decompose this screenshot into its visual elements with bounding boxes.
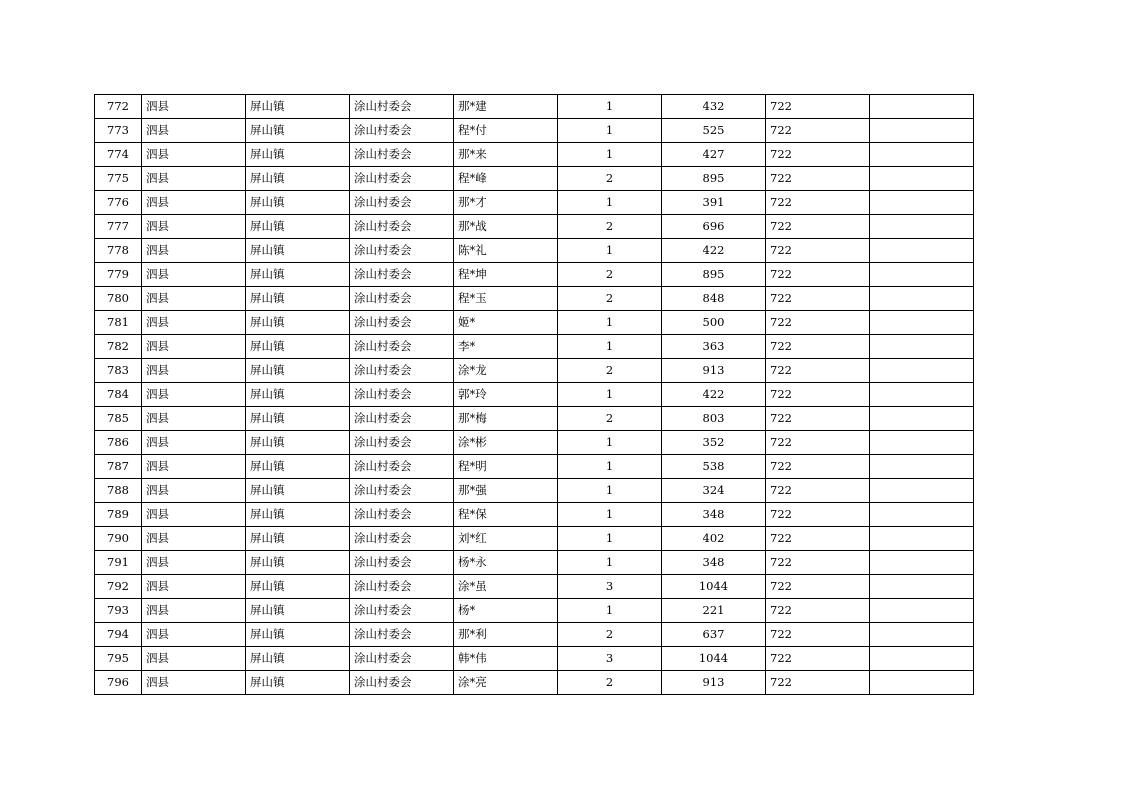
county-cell: 泗县 (142, 407, 246, 431)
subsidy-amount-cell: 427 (662, 143, 766, 167)
household-head-name-cell: 杨*永 (454, 551, 558, 575)
note-cell (870, 143, 974, 167)
household-head-name-cell: 程*保 (454, 503, 558, 527)
village-committee-cell: 涂山村委会 (350, 455, 454, 479)
note-cell (870, 479, 974, 503)
household-head-name-cell: 程*明 (454, 455, 558, 479)
standard-cell: 722 (766, 239, 870, 263)
row-index-cell: 795 (95, 647, 142, 671)
town-cell: 屏山镇 (246, 407, 350, 431)
standard-cell: 722 (766, 527, 870, 551)
town-cell: 屏山镇 (246, 263, 350, 287)
village-committee-cell: 涂山村委会 (350, 671, 454, 695)
village-committee-cell: 涂山村委会 (350, 95, 454, 119)
village-committee-cell: 涂山村委会 (350, 191, 454, 215)
table-row (95, 671, 974, 695)
row-index-cell: 779 (95, 263, 142, 287)
household-members-cell: 1 (558, 119, 662, 143)
standard-cell: 722 (766, 599, 870, 623)
household-members-cell: 1 (558, 239, 662, 263)
note-cell (870, 551, 974, 575)
household-members-cell: 1 (558, 599, 662, 623)
standard-cell: 722 (766, 479, 870, 503)
county-cell: 泗县 (142, 623, 246, 647)
row-index-cell: 794 (95, 623, 142, 647)
row-index-cell: 775 (95, 167, 142, 191)
county-cell: 泗县 (142, 431, 246, 455)
table-row (95, 167, 974, 191)
household-head-name-cell: 涂*亮 (454, 671, 558, 695)
village-committee-cell: 涂山村委会 (350, 287, 454, 311)
subsidy-amount-cell: 525 (662, 119, 766, 143)
town-cell: 屏山镇 (246, 431, 350, 455)
household-members-cell: 2 (558, 671, 662, 695)
household-members-cell: 2 (558, 623, 662, 647)
note-cell (870, 383, 974, 407)
town-cell: 屏山镇 (246, 287, 350, 311)
town-cell: 屏山镇 (246, 623, 350, 647)
table-row (95, 503, 974, 527)
table-row (95, 239, 974, 263)
note-cell (870, 95, 974, 119)
household-head-name-cell: 那*利 (454, 623, 558, 647)
town-cell: 屏山镇 (246, 599, 350, 623)
table-row (95, 311, 974, 335)
county-cell: 泗县 (142, 95, 246, 119)
table-row (95, 647, 974, 671)
standard-cell: 722 (766, 215, 870, 239)
row-index-cell: 789 (95, 503, 142, 527)
standard-cell: 722 (766, 551, 870, 575)
household-head-name-cell: 程*峰 (454, 167, 558, 191)
village-committee-cell: 涂山村委会 (350, 263, 454, 287)
county-cell: 泗县 (142, 671, 246, 695)
note-cell (870, 431, 974, 455)
note-cell (870, 623, 974, 647)
town-cell: 屏山镇 (246, 359, 350, 383)
town-cell: 屏山镇 (246, 311, 350, 335)
household-members-cell: 1 (558, 431, 662, 455)
standard-cell: 722 (766, 95, 870, 119)
town-cell: 屏山镇 (246, 527, 350, 551)
household-members-cell: 2 (558, 215, 662, 239)
county-cell: 泗县 (142, 191, 246, 215)
row-index-cell: 777 (95, 215, 142, 239)
subsidy-amount-cell: 913 (662, 359, 766, 383)
note-cell (870, 215, 974, 239)
table-row (95, 263, 974, 287)
village-committee-cell: 涂山村委会 (350, 647, 454, 671)
county-cell: 泗县 (142, 239, 246, 263)
row-index-cell: 781 (95, 311, 142, 335)
subsidy-amount-cell: 422 (662, 383, 766, 407)
standard-cell: 722 (766, 575, 870, 599)
village-committee-cell: 涂山村委会 (350, 575, 454, 599)
table-row (95, 143, 974, 167)
row-index-cell: 776 (95, 191, 142, 215)
standard-cell: 722 (766, 359, 870, 383)
standard-cell: 722 (766, 407, 870, 431)
town-cell: 屏山镇 (246, 671, 350, 695)
table-row (95, 455, 974, 479)
county-cell: 泗县 (142, 215, 246, 239)
row-index-cell: 773 (95, 119, 142, 143)
town-cell: 屏山镇 (246, 167, 350, 191)
beneficiary-table (94, 94, 974, 695)
town-cell: 屏山镇 (246, 95, 350, 119)
note-cell (870, 671, 974, 695)
standard-cell: 722 (766, 671, 870, 695)
subsidy-amount-cell: 913 (662, 671, 766, 695)
table-row (95, 575, 974, 599)
household-head-name-cell: 那*梅 (454, 407, 558, 431)
town-cell: 屏山镇 (246, 647, 350, 671)
town-cell: 屏山镇 (246, 551, 350, 575)
household-members-cell: 1 (558, 503, 662, 527)
household-head-name-cell: 涂*龙 (454, 359, 558, 383)
row-index-cell: 785 (95, 407, 142, 431)
household-head-name-cell: 刘*红 (454, 527, 558, 551)
row-index-cell: 774 (95, 143, 142, 167)
household-head-name-cell: 韩*伟 (454, 647, 558, 671)
subsidy-amount-cell: 1044 (662, 647, 766, 671)
town-cell: 屏山镇 (246, 335, 350, 359)
note-cell (870, 599, 974, 623)
row-index-cell: 796 (95, 671, 142, 695)
village-committee-cell: 涂山村委会 (350, 383, 454, 407)
table-row (95, 215, 974, 239)
table-row (95, 119, 974, 143)
table-row (95, 191, 974, 215)
household-members-cell: 1 (558, 551, 662, 575)
county-cell: 泗县 (142, 503, 246, 527)
subsidy-amount-cell: 1044 (662, 575, 766, 599)
village-committee-cell: 涂山村委会 (350, 431, 454, 455)
subsidy-amount-cell: 352 (662, 431, 766, 455)
row-index-cell: 792 (95, 575, 142, 599)
county-cell: 泗县 (142, 143, 246, 167)
table-row (95, 551, 974, 575)
household-head-name-cell: 涂*彬 (454, 431, 558, 455)
note-cell (870, 311, 974, 335)
county-cell: 泗县 (142, 647, 246, 671)
subsidy-amount-cell: 848 (662, 287, 766, 311)
subsidy-amount-cell: 895 (662, 263, 766, 287)
table-row (95, 335, 974, 359)
row-index-cell: 783 (95, 359, 142, 383)
household-head-name-cell: 那*建 (454, 95, 558, 119)
subsidy-amount-cell: 696 (662, 215, 766, 239)
standard-cell: 722 (766, 287, 870, 311)
household-members-cell: 2 (558, 287, 662, 311)
village-committee-cell: 涂山村委会 (350, 143, 454, 167)
village-committee-cell: 涂山村委会 (350, 551, 454, 575)
county-cell: 泗县 (142, 335, 246, 359)
row-index-cell: 793 (95, 599, 142, 623)
subsidy-amount-cell: 895 (662, 167, 766, 191)
subsidy-amount-cell: 348 (662, 551, 766, 575)
note-cell (870, 527, 974, 551)
table-row (95, 383, 974, 407)
household-head-name-cell: 姬* (454, 311, 558, 335)
town-cell: 屏山镇 (246, 575, 350, 599)
subsidy-amount-cell: 324 (662, 479, 766, 503)
note-cell (870, 455, 974, 479)
household-head-name-cell: 那*来 (454, 143, 558, 167)
standard-cell: 722 (766, 335, 870, 359)
household-head-name-cell: 郭*玲 (454, 383, 558, 407)
subsidy-amount-cell: 363 (662, 335, 766, 359)
household-head-name-cell: 涂*虽 (454, 575, 558, 599)
standard-cell: 722 (766, 431, 870, 455)
standard-cell: 722 (766, 455, 870, 479)
county-cell: 泗县 (142, 551, 246, 575)
household-members-cell: 1 (558, 143, 662, 167)
row-index-cell: 787 (95, 455, 142, 479)
county-cell: 泗县 (142, 599, 246, 623)
row-index-cell: 786 (95, 431, 142, 455)
household-members-cell: 2 (558, 407, 662, 431)
county-cell: 泗县 (142, 263, 246, 287)
note-cell (870, 119, 974, 143)
table-row (95, 431, 974, 455)
row-index-cell: 788 (95, 479, 142, 503)
village-committee-cell: 涂山村委会 (350, 215, 454, 239)
household-members-cell: 1 (558, 191, 662, 215)
note-cell (870, 407, 974, 431)
row-index-cell: 784 (95, 383, 142, 407)
village-committee-cell: 涂山村委会 (350, 503, 454, 527)
household-members-cell: 1 (558, 455, 662, 479)
household-members-cell: 1 (558, 95, 662, 119)
note-cell (870, 575, 974, 599)
household-head-name-cell: 那*强 (454, 479, 558, 503)
note-cell (870, 503, 974, 527)
household-members-cell: 1 (558, 383, 662, 407)
standard-cell: 722 (766, 623, 870, 647)
subsidy-amount-cell: 538 (662, 455, 766, 479)
standard-cell: 722 (766, 647, 870, 671)
household-head-name-cell: 程*坤 (454, 263, 558, 287)
household-members-cell: 3 (558, 575, 662, 599)
table-row (95, 407, 974, 431)
village-committee-cell: 涂山村委会 (350, 407, 454, 431)
row-index-cell: 772 (95, 95, 142, 119)
town-cell: 屏山镇 (246, 143, 350, 167)
subsidy-amount-cell: 402 (662, 527, 766, 551)
village-committee-cell: 涂山村委会 (350, 359, 454, 383)
subsidy-amount-cell: 391 (662, 191, 766, 215)
household-members-cell: 2 (558, 167, 662, 191)
county-cell: 泗县 (142, 287, 246, 311)
table-row (95, 623, 974, 647)
town-cell: 屏山镇 (246, 503, 350, 527)
standard-cell: 722 (766, 167, 870, 191)
county-cell: 泗县 (142, 575, 246, 599)
county-cell: 泗县 (142, 455, 246, 479)
standard-cell: 722 (766, 191, 870, 215)
county-cell: 泗县 (142, 479, 246, 503)
row-index-cell: 790 (95, 527, 142, 551)
county-cell: 泗县 (142, 359, 246, 383)
village-committee-cell: 涂山村委会 (350, 479, 454, 503)
village-committee-cell: 涂山村委会 (350, 623, 454, 647)
village-committee-cell: 涂山村委会 (350, 335, 454, 359)
standard-cell: 722 (766, 143, 870, 167)
table-body (95, 95, 974, 695)
town-cell: 屏山镇 (246, 239, 350, 263)
village-committee-cell: 涂山村委会 (350, 311, 454, 335)
household-members-cell: 1 (558, 335, 662, 359)
village-committee-cell: 涂山村委会 (350, 599, 454, 623)
household-head-name-cell: 那*才 (454, 191, 558, 215)
county-cell: 泗县 (142, 119, 246, 143)
row-index-cell: 791 (95, 551, 142, 575)
table-row (95, 527, 974, 551)
note-cell (870, 287, 974, 311)
household-head-name-cell: 程*玉 (454, 287, 558, 311)
table-row (95, 479, 974, 503)
note-cell (870, 167, 974, 191)
subsidy-amount-cell: 348 (662, 503, 766, 527)
row-index-cell: 780 (95, 287, 142, 311)
row-index-cell: 778 (95, 239, 142, 263)
household-head-name-cell: 程*付 (454, 119, 558, 143)
subsidy-amount-cell: 221 (662, 599, 766, 623)
household-head-name-cell: 李* (454, 335, 558, 359)
town-cell: 屏山镇 (246, 191, 350, 215)
town-cell: 屏山镇 (246, 479, 350, 503)
subsidy-amount-cell: 432 (662, 95, 766, 119)
household-members-cell: 1 (558, 311, 662, 335)
village-committee-cell: 涂山村委会 (350, 119, 454, 143)
county-cell: 泗县 (142, 167, 246, 191)
village-committee-cell: 涂山村委会 (350, 239, 454, 263)
household-head-name-cell: 杨* (454, 599, 558, 623)
town-cell: 屏山镇 (246, 215, 350, 239)
household-head-name-cell: 那*战 (454, 215, 558, 239)
county-cell: 泗县 (142, 527, 246, 551)
subsidy-amount-cell: 637 (662, 623, 766, 647)
subsidy-amount-cell: 803 (662, 407, 766, 431)
note-cell (870, 239, 974, 263)
standard-cell: 722 (766, 383, 870, 407)
table-row (95, 599, 974, 623)
household-members-cell: 2 (558, 263, 662, 287)
table-row (95, 95, 974, 119)
town-cell: 屏山镇 (246, 455, 350, 479)
village-committee-cell: 涂山村委会 (350, 527, 454, 551)
row-index-cell: 782 (95, 335, 142, 359)
note-cell (870, 647, 974, 671)
household-members-cell: 1 (558, 527, 662, 551)
table-row (95, 287, 974, 311)
standard-cell: 722 (766, 503, 870, 527)
standard-cell: 722 (766, 311, 870, 335)
town-cell: 屏山镇 (246, 119, 350, 143)
household-members-cell: 1 (558, 479, 662, 503)
subsidy-amount-cell: 500 (662, 311, 766, 335)
village-committee-cell: 涂山村委会 (350, 167, 454, 191)
household-members-cell: 3 (558, 647, 662, 671)
standard-cell: 722 (766, 263, 870, 287)
note-cell (870, 263, 974, 287)
note-cell (870, 191, 974, 215)
county-cell: 泗县 (142, 311, 246, 335)
town-cell: 屏山镇 (246, 383, 350, 407)
household-members-cell: 2 (558, 359, 662, 383)
household-head-name-cell: 陈*礼 (454, 239, 558, 263)
table-row (95, 359, 974, 383)
note-cell (870, 359, 974, 383)
county-cell: 泗县 (142, 383, 246, 407)
subsidy-amount-cell: 422 (662, 239, 766, 263)
note-cell (870, 335, 974, 359)
standard-cell: 722 (766, 119, 870, 143)
